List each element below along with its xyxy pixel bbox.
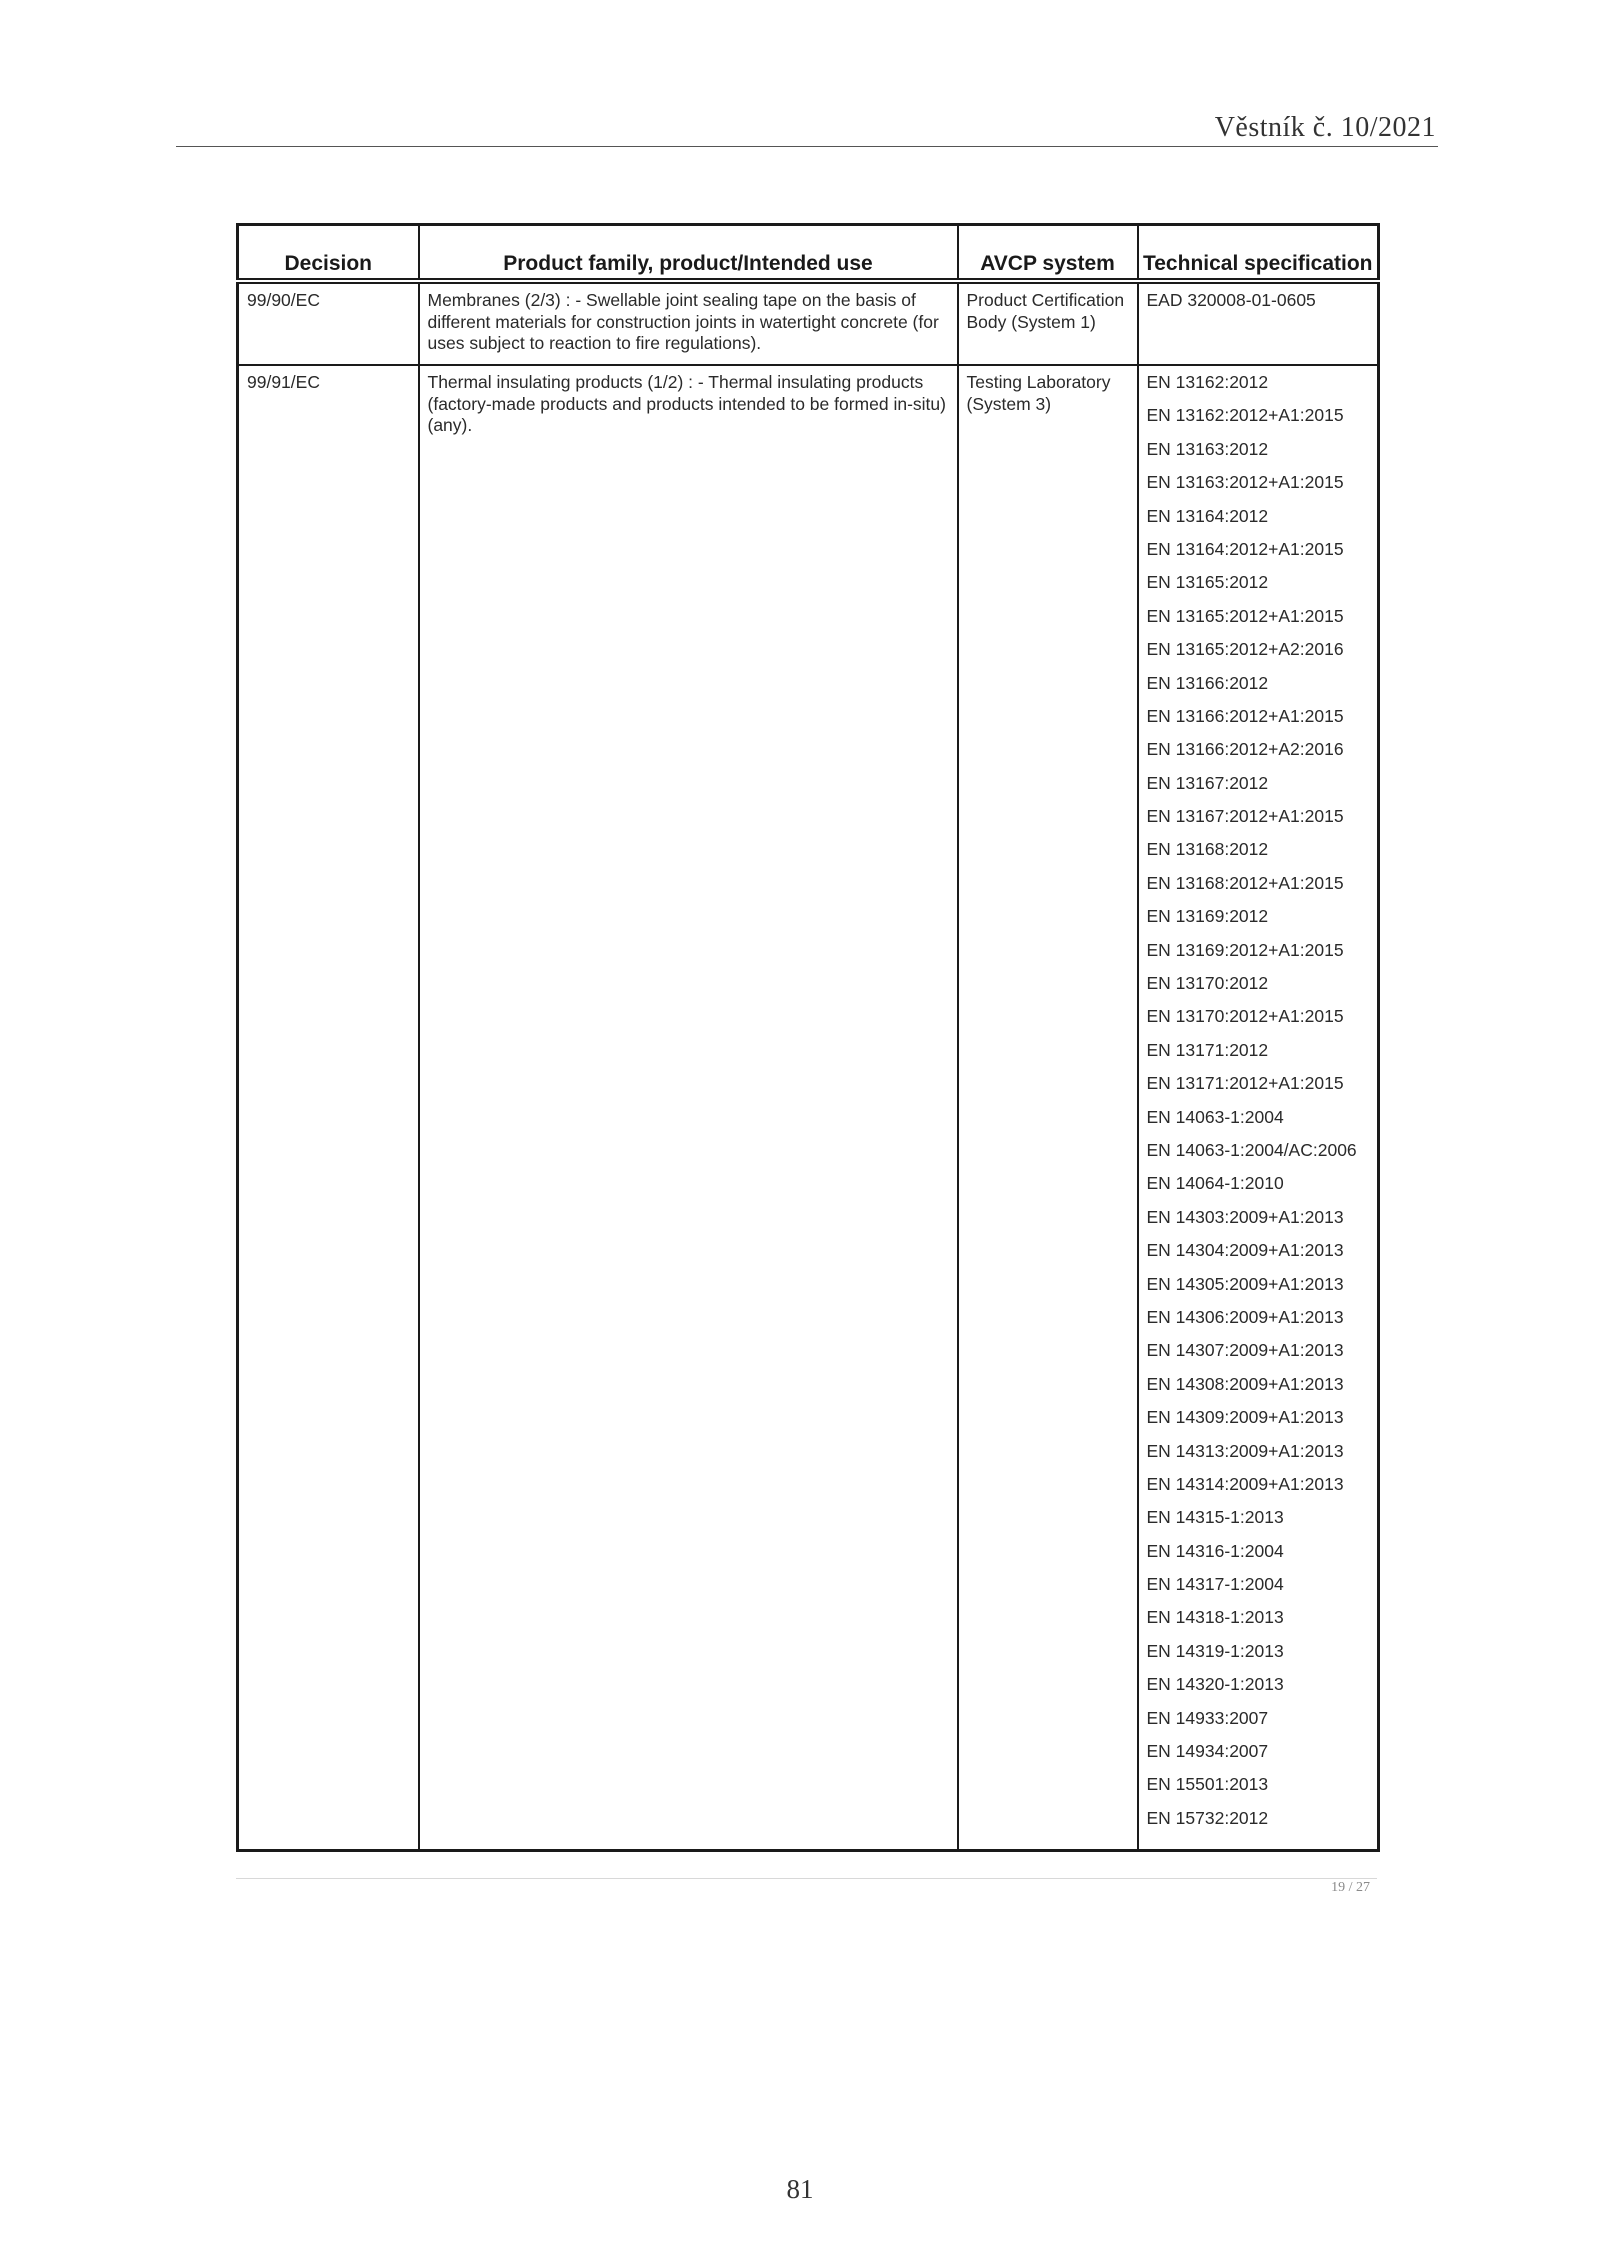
spec-item: EN 14308:2009+A1:2013 (1146, 1373, 1344, 1394)
spec-item: EAD 320008-01-0605 (1146, 290, 1316, 310)
spec-item: EN 14063-1:2004 (1146, 1106, 1284, 1127)
column-header-technical-specification: Technical specification (1138, 225, 1379, 282)
technical-specification-cell (1138, 281, 1379, 365)
spec-item: EN 13166:2012+A1:2015 (1146, 705, 1344, 726)
footer-rule (236, 1878, 1377, 1879)
specification-table (236, 223, 1380, 1852)
page-number: 81 (786, 2174, 814, 2204)
decision-cell: 99/91/EC (238, 365, 419, 1851)
spec-item: EN 14933:2007 (1146, 1707, 1269, 1728)
spec-item: EN 13169:2012 (1146, 906, 1269, 927)
spec-item: EN 14313:2009+A1:2013 (1146, 1440, 1344, 1461)
spec-item: EN 14318-1:2013 (1146, 1607, 1284, 1628)
spec-item: EN 13171:2012 (1146, 1039, 1269, 1060)
spec-item: EN 15501:2013 (1146, 1774, 1269, 1795)
spec-item: EN 14934:2007 (1146, 1741, 1269, 1762)
spec-item: EN 13163:2012+A1:2015 (1146, 472, 1344, 493)
spec-item: EN 14305:2009+A1:2013 (1146, 1273, 1344, 1294)
spec-item: EN 15732:2012 (1146, 1807, 1269, 1828)
spec-item: EN 14064-1:2010 (1146, 1173, 1284, 1194)
spec-item: EN 13171:2012+A1:2015 (1146, 1073, 1344, 1094)
spec-item: EN 14309:2009+A1:2013 (1146, 1407, 1344, 1428)
spec-item: EN 13162:2012 (1146, 372, 1269, 392)
spec-item: EN 14306:2009+A1:2013 (1146, 1306, 1344, 1327)
specification-table-container (236, 223, 1377, 1852)
spec-list (1147, 372, 1370, 1841)
column-header-decision: Decision (238, 225, 419, 282)
spec-item: EN 14316-1:2004 (1146, 1540, 1284, 1561)
spec-item: EN 13170:2012+A1:2015 (1146, 1006, 1344, 1027)
avcp-cell: Testing Laboratory (System 3) (958, 365, 1138, 1851)
spec-item: EN 13164:2012 (1146, 505, 1269, 526)
spec-item: EN 14063-1:2004/AC:2006 (1146, 1139, 1357, 1160)
spec-item: EN 14315-1:2013 (1146, 1507, 1284, 1528)
technical-specification-cell (1138, 365, 1379, 1851)
spec-item: EN 13168:2012+A1:2015 (1146, 872, 1344, 893)
spec-item: EN 13163:2012 (1146, 438, 1269, 459)
spec-item: EN 13162:2012+A1:2015 (1146, 405, 1344, 426)
spec-item: EN 13167:2012+A1:2015 (1146, 806, 1344, 827)
table-header-row (238, 225, 1379, 282)
spec-item: EN 14307:2009+A1:2013 (1146, 1340, 1344, 1361)
spec-item: EN 14317-1:2004 (1146, 1574, 1284, 1595)
spec-item: EN 13165:2012+A2:2016 (1146, 639, 1344, 660)
page-fraction: 19 / 27 (1331, 1880, 1370, 1895)
column-header-product: Product family, product/Intended use (419, 225, 958, 282)
spec-item: EN 13166:2012+A2:2016 (1146, 739, 1344, 760)
decision-cell: 99/90/EC (238, 281, 419, 365)
spec-item: EN 14320-1:2013 (1146, 1674, 1284, 1695)
spec-item: EN 14304:2009+A1:2013 (1146, 1240, 1344, 1261)
journal-title: Věstník č. 10/2021 (1214, 112, 1436, 143)
spec-item: EN 13165:2012+A1:2015 (1146, 605, 1344, 626)
spec-item: EN 13164:2012+A1:2015 (1146, 538, 1344, 559)
spec-item: EN 14319-1:2013 (1146, 1640, 1284, 1661)
header-rule (176, 146, 1438, 147)
spec-item: EN 13169:2012+A1:2015 (1146, 939, 1344, 960)
table-row (238, 365, 1379, 1851)
spec-list (1147, 290, 1370, 323)
spec-item: EN 13167:2012 (1146, 772, 1269, 793)
spec-item: EN 13168:2012 (1146, 839, 1269, 860)
product-cell: Thermal insulating products (1/2) : - Thermal insulating products (factory-made products and products intended to be formed in-situ) (any). (419, 365, 958, 1851)
avcp-cell: Product Certification Body (System 1) (958, 281, 1138, 365)
column-header-avcp: AVCP system (958, 225, 1138, 282)
product-cell: Membranes (2/3) : - Swellable joint sealing tape on the basis of different materials for construction joints in watertight concrete (for uses subject to reaction to fire regulations). (419, 281, 958, 365)
spec-item: EN 14314:2009+A1:2013 (1146, 1473, 1344, 1494)
spec-item: EN 13170:2012 (1146, 973, 1269, 994)
table-row (238, 281, 1379, 365)
spec-item: EN 13165:2012 (1146, 572, 1269, 593)
spec-item: EN 14303:2009+A1:2013 (1146, 1206, 1344, 1227)
spec-item: EN 13166:2012 (1146, 672, 1269, 693)
